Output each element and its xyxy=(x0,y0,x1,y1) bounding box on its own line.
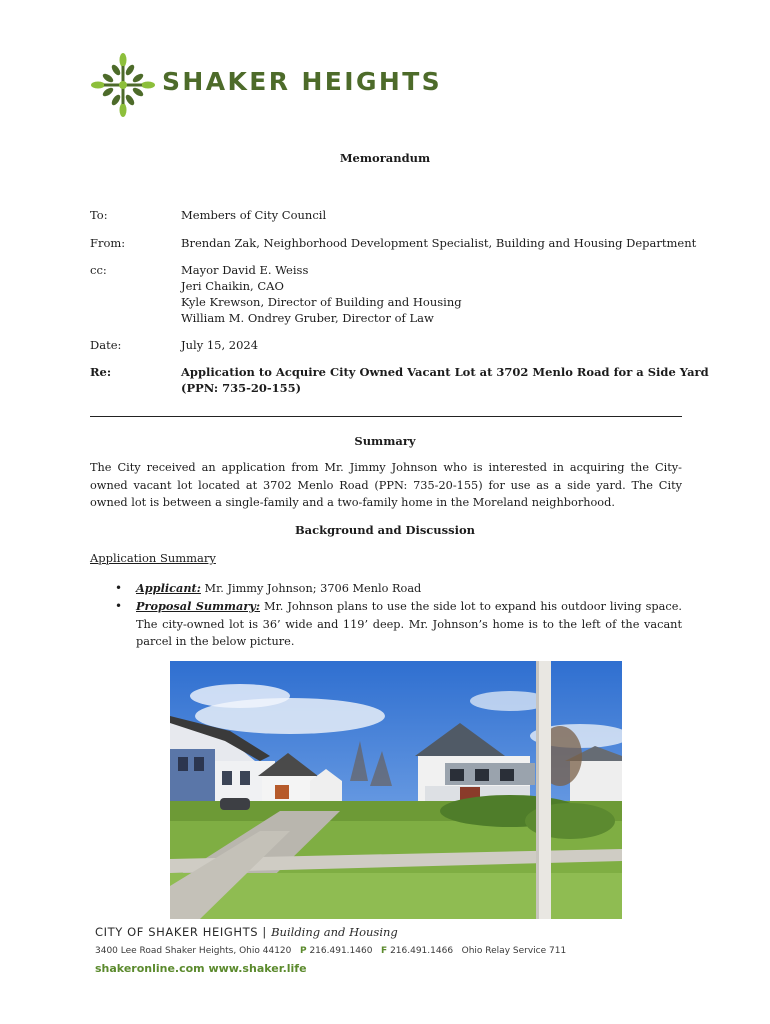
to-label: To: xyxy=(90,208,108,222)
re-value xyxy=(181,364,709,396)
footer-separator: | xyxy=(258,925,272,939)
footer-org-name: CITY OF SHAKER HEIGHTS xyxy=(95,925,259,939)
shaker-heights-logo xyxy=(90,52,450,118)
footer-phone: 216.491.1460 xyxy=(309,946,373,956)
re-label: Re: xyxy=(90,365,112,379)
from-label: From: xyxy=(90,236,126,250)
footer-fax: 216.491.1466 xyxy=(390,946,454,956)
cc-recipient: Jeri Chaikin, CAO xyxy=(181,279,284,293)
bullet-text: Mr. Johnson plans to use the side lot to expand his outdoor living space. The city-owned lot is 36’ wide and 119’ deep. Mr. Johnson’s home is to the left of the vacant parcel in the below picture. xyxy=(136,600,683,648)
cc-recipient: William M. Ondrey Gruber, Director of Law xyxy=(181,311,434,325)
phone-key: P xyxy=(299,946,307,956)
background-heading: Background and Discussion xyxy=(294,523,476,537)
bullet-icon: • xyxy=(115,599,123,613)
cc-label: cc: xyxy=(90,263,107,277)
date-label: Date: xyxy=(90,338,122,352)
header-divider xyxy=(90,416,682,417)
to-value: Members of City Council xyxy=(181,208,327,222)
logo-wordmark: SHAKER HEIGHTS xyxy=(162,67,443,96)
cc-list xyxy=(181,262,681,326)
footer-relay: Ohio Relay Service 711 xyxy=(461,946,567,956)
bullet-label: Applicant: xyxy=(136,581,201,595)
memo-title: Memorandum xyxy=(339,151,431,165)
summary-heading: Summary xyxy=(354,434,416,448)
footer-address: 3400 Lee Road Shaker Heights, Ohio 44120 xyxy=(95,946,292,956)
date-value: July 15, 2024 xyxy=(181,338,259,352)
cc-recipient: Mayor David E. Weiss xyxy=(181,263,309,277)
summary-paragraph: The City received an application from Mr. Jimmy Johnson who is interested in acquiring the City-owned vacant lot located at 3702 Menlo Road (PPN: 735-20-155) for use as a side yard. The City owned lot is between a single-family and a two-family home in the Moreland neighborhood. xyxy=(90,461,682,509)
bullet-icon: • xyxy=(115,581,123,595)
re-line: (PPN: 735-20-155) xyxy=(181,381,302,395)
from-text: Brendan Zak, Neighborhood Development Specialist, Building and Housing Department xyxy=(181,236,697,250)
bullet-text: Mr. Jimmy Johnson; 3706 Menlo Road xyxy=(200,582,422,595)
street-scene-image xyxy=(170,661,622,919)
footer-website-links[interactable]: shakeronline.com www.shaker.life xyxy=(95,962,307,975)
cc-recipient: Kyle Krewson, Director of Building and Housing xyxy=(181,295,462,309)
fax-key: F xyxy=(381,946,388,956)
vacant-lot-photo xyxy=(170,661,622,919)
footer-department: Building and Housing xyxy=(271,925,398,939)
application-summary-subheading: Application Summary xyxy=(90,551,216,565)
leaf-cross-icon xyxy=(90,52,156,118)
bullet-label: Proposal Summary: xyxy=(136,599,261,613)
from-value xyxy=(181,235,697,251)
footer-organization xyxy=(95,925,398,939)
footer-contact xyxy=(95,946,566,956)
re-line: Application to Acquire City Owned Vacant Lot at 3702 Menlo Road for a Side Yard xyxy=(181,365,709,379)
